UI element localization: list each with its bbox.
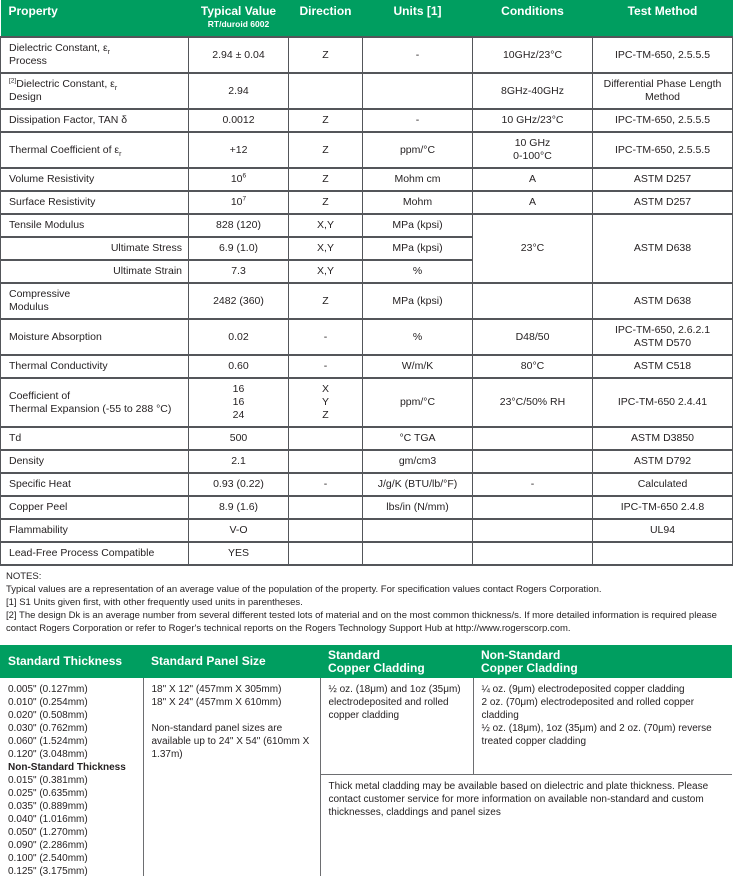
note-line: [1] S1 Units given first, with other frequently used units in parentheses. <box>6 597 303 608</box>
property-cell: Ultimate Strain <box>1 260 189 283</box>
table-row <box>1 319 733 355</box>
units-cell <box>363 73 473 109</box>
standard-panel-size-cell <box>143 678 320 876</box>
property-cell: Tensile Modulus <box>1 214 189 237</box>
units-cell: % <box>363 319 473 355</box>
test-method-cell: ASTM D3850 <box>593 427 733 450</box>
conditions-cell: 23°C/50% RH <box>473 378 593 427</box>
test-method-cell: UL94 <box>593 519 733 542</box>
typical-value-cell: 16 16 24 <box>189 378 289 427</box>
thickness-item: 0.015" (0.381mm) <box>8 775 88 786</box>
note-line: Typical values are a representation of an average value of the population of the property. For specification values contact Rogers Corporation. <box>6 584 602 595</box>
note-line: [2] The design Dk is an average number from several different tested lots of material and on the most common thickness/s. If more detailed information is required please contact Rogers Corporation or refer to Roger's technical reports on the Rogers Technology Support Hub at http://www.rogerscorp.com. <box>6 610 717 634</box>
conditions-cell <box>473 496 593 519</box>
property-table-body <box>1 37 733 565</box>
property-cell: Specific Heat <box>1 473 189 496</box>
test-method-cell: ASTM D792 <box>593 450 733 473</box>
units-cell: °C TGA <box>363 427 473 450</box>
units-cell <box>363 542 473 565</box>
table-header-row <box>1 0 733 37</box>
conditions-cell: 8GHz-40GHz <box>473 73 593 109</box>
typical-value-cell: +12 <box>189 132 289 168</box>
standard-copper-cladding-cell <box>320 678 473 775</box>
table-row <box>1 214 733 237</box>
conditions-cell: 10 GHz 0-100°C <box>473 132 593 168</box>
table-row <box>1 73 733 109</box>
direction-cell: X Y Z <box>289 378 363 427</box>
test-method-cell: ASTM D257 <box>593 191 733 214</box>
direction-cell: Z <box>289 37 363 73</box>
property-cell: Moisture Absorption <box>1 319 189 355</box>
units-cell: - <box>363 109 473 132</box>
conditions-cell: A <box>473 191 593 214</box>
typical-value-cell: 500 <box>189 427 289 450</box>
cladding-item: 2 oz. (70μm) electrodeposited and rolled copper cladding <box>481 697 695 721</box>
test-method-cell: ASTM D257 <box>593 168 733 191</box>
table-row <box>1 519 733 542</box>
table-row <box>1 132 733 168</box>
typical-value-cell: 2482 (360) <box>189 283 289 319</box>
typical-value-label: Typical Value <box>200 4 277 18</box>
standard-thickness-cell <box>0 678 143 876</box>
property-cell: Coefficient of Thermal Expansion (-55 to 288 °C) <box>1 378 189 427</box>
direction-cell: X,Y <box>289 237 363 260</box>
units-cell: lbs/in (N/mm) <box>363 496 473 519</box>
typical-value-cell: 2.1 <box>189 450 289 473</box>
property-cell: Lead-Free Process Compatible <box>1 542 189 565</box>
fab-column-header-standard-copper-cladding: Standard Copper Cladding <box>328 647 425 675</box>
conditions-cell: - <box>473 473 593 496</box>
column-header-direction: Direction <box>289 0 363 37</box>
fabrication-table <box>0 678 732 876</box>
notes-label: NOTES: <box>6 571 42 582</box>
test-method-cell: Calculated <box>593 473 733 496</box>
direction-cell: Z <box>289 283 363 319</box>
units-cell: MPa (kpsi) <box>363 237 473 260</box>
typical-value-cell: 7.3 <box>189 260 289 283</box>
units-cell: - <box>363 37 473 73</box>
units-cell: Mohm <box>363 191 473 214</box>
test-method-cell: IPC-TM-650, 2.5.5.5 <box>593 132 733 168</box>
table-row <box>1 450 733 473</box>
units-cell: ppm/°C <box>363 132 473 168</box>
direction-cell: - <box>289 473 363 496</box>
thickness-item: 0.010" (0.254mm) <box>8 697 88 708</box>
panel-size-item: 18" X 24" (457mm X 610mm) <box>151 697 282 708</box>
fabrication-table-header <box>0 645 732 678</box>
panel-size-list <box>152 683 312 709</box>
fabrication-section <box>0 645 732 876</box>
table-row <box>1 542 733 565</box>
property-cell: Copper Peel <box>1 496 189 519</box>
thickness-item: 0.120" (3.048mm) <box>8 749 88 760</box>
conditions-cell <box>473 519 593 542</box>
thickness-item: 0.030" (0.762mm) <box>8 723 88 734</box>
cladding-item: ¼ oz. (9μm) electrodeposited copper cladding <box>481 684 685 695</box>
spacer <box>152 709 312 722</box>
typical-value-cell: 0.0012 <box>189 109 289 132</box>
table-row <box>1 427 733 450</box>
typical-value-cell: 2.94 ± 0.04 <box>189 37 289 73</box>
column-header-conditions: Conditions <box>473 0 593 37</box>
thickness-item: 0.125" (3.175mm) <box>8 866 88 877</box>
table-row <box>1 109 733 132</box>
typical-value-cell: $10^6$ <box>189 168 289 191</box>
cladding-item: ½ oz. (18μm), 1oz (35μm) and 2 oz. (70μm) reverse treated copper cladding <box>481 723 712 747</box>
units-cell: % <box>363 260 473 283</box>
notes-lines <box>6 583 726 635</box>
test-method-cell: IPC-TM-650, 2.5.5.5 <box>593 109 733 132</box>
test-method-cell: IPC-TM-650, 2.6.2.1 ASTM D570 <box>593 319 733 355</box>
direction-cell: - <box>289 319 363 355</box>
thickness-item: 0.020" (0.508mm) <box>8 710 88 721</box>
direction-cell: - <box>289 355 363 378</box>
thickness-item: 0.060" (1.524mm) <box>8 736 88 747</box>
fab-column-header-standard-thickness: Standard Thickness <box>8 654 123 668</box>
fab-column-header-standard-panel-size: Standard Panel Size <box>151 654 266 668</box>
thickness-non-standard-list <box>8 774 135 878</box>
property-cell: Density <box>1 450 189 473</box>
material-name-label: RT/duroid 6002 <box>207 19 270 29</box>
conditions-cell: 10GHz/23°C <box>473 37 593 73</box>
units-cell: J/g/K (BTU/lb/°F) <box>363 473 473 496</box>
property-cell: Ultimate Stress <box>1 237 189 260</box>
test-method-cell <box>593 542 733 565</box>
column-header-test-method: Test Method <box>593 0 733 37</box>
thickness-item: 0.090" (2.286mm) <box>8 840 88 851</box>
typical-value-cell: 0.60 <box>189 355 289 378</box>
test-method-cell: ASTM C518 <box>593 355 733 378</box>
notes-section <box>6 570 726 635</box>
direction-cell: Z <box>289 191 363 214</box>
conditions-cell <box>473 542 593 565</box>
thickness-standard-list <box>8 683 135 761</box>
direction-cell <box>289 519 363 542</box>
non-standard-cladding-list <box>482 683 725 748</box>
thickness-item: 0.040" (1.016mm) <box>8 814 88 825</box>
units-cell <box>363 519 473 542</box>
units-cell: Mohm cm <box>363 168 473 191</box>
typical-value-cell: 8.9 (1.6) <box>189 496 289 519</box>
panel-size-note: Non-standard panel sizes are available up to 24" X 54" (610mm X 1.37m) <box>151 723 310 760</box>
property-cell: [2]Dielectric Constant, $\varepsilon_r$ Design <box>1 73 189 109</box>
test-method-cell: IPC-TM-650 2.4.41 <box>593 378 733 427</box>
non-standard-copper-cladding-cell <box>473 678 732 775</box>
table-row <box>1 378 733 427</box>
property-cell: Dielectric Constant, $\varepsilon_r$ Process <box>1 37 189 73</box>
non-standard-thickness-label: Non-Standard Thickness <box>8 762 126 773</box>
test-method-cell: IPC-TM-650, 2.5.5.5 <box>593 37 733 73</box>
property-cell: Thermal Coefficient of $\varepsilon_r$ <box>1 132 189 168</box>
test-method-cell: ASTM D638 <box>593 283 733 319</box>
conditions-cell: 80°C <box>473 355 593 378</box>
direction-cell: X,Y <box>289 260 363 283</box>
units-cell: ppm/°C <box>363 378 473 427</box>
column-header-typical-value <box>189 0 289 37</box>
conditions-cell: 23°C <box>473 214 593 283</box>
direction-cell <box>289 542 363 565</box>
table-row <box>1 37 733 73</box>
direction-cell <box>289 450 363 473</box>
units-cell: W/m/K <box>363 355 473 378</box>
table-row <box>1 283 733 319</box>
standard-copper-cladding-text: ½ oz. (18μm) and 1oz (35μm) electrodeposited and rolled copper cladding <box>328 684 461 721</box>
property-cell: Flammability <box>1 519 189 542</box>
property-cell: Compressive Modulus <box>1 283 189 319</box>
property-cell: Surface Resistivity <box>1 191 189 214</box>
typical-value-cell: 828 (120) <box>189 214 289 237</box>
typical-value-cell: V-O <box>189 519 289 542</box>
table-row <box>1 191 733 214</box>
column-header-units: Units [1] <box>363 0 473 37</box>
test-method-cell: IPC-TM-650 2.4.8 <box>593 496 733 519</box>
property-cell: Thermal Conductivity <box>1 355 189 378</box>
units-cell: MPa (kpsi) <box>363 283 473 319</box>
thickness-item: 0.005" (0.127mm) <box>8 684 88 695</box>
table-row <box>1 473 733 496</box>
thickness-item: 0.035" (0.889mm) <box>8 801 88 812</box>
conditions-cell: A <box>473 168 593 191</box>
table-row <box>1 355 733 378</box>
conditions-cell: 10 GHz/23°C <box>473 109 593 132</box>
thickness-item: 0.025" (0.635mm) <box>8 788 88 799</box>
typical-value-cell: $10^7$ <box>189 191 289 214</box>
typical-value-cell: 0.02 <box>189 319 289 355</box>
typical-value-cell: 0.93 (0.22) <box>189 473 289 496</box>
conditions-cell: D48/50 <box>473 319 593 355</box>
thickness-item: 0.100" (2.540mm) <box>8 853 88 864</box>
fab-column-header-non-standard-copper-cladding: Non-Standard Copper Cladding <box>481 647 578 675</box>
thickness-item: 0.050" (1.270mm) <box>8 827 88 838</box>
column-header-property: Property <box>1 0 189 37</box>
units-cell: MPa (kpsi) <box>363 214 473 237</box>
table-row <box>1 496 733 519</box>
typical-value-cell: 2.94 <box>189 73 289 109</box>
direction-cell: Z <box>289 168 363 191</box>
direction-cell <box>289 496 363 519</box>
conditions-cell <box>473 283 593 319</box>
thick-metal-note-cell <box>320 775 732 876</box>
panel-size-item: 18" X 12" (457mm X 305mm) <box>151 684 282 695</box>
property-cell: Dissipation Factor, TAN δ <box>1 109 189 132</box>
property-cell: Volume Resistivity <box>1 168 189 191</box>
typical-value-cell: YES <box>189 542 289 565</box>
thick-metal-note-text: Thick metal cladding may be available based on dielectric and plate thickness. Please contact customer service for more information on available non-standard and custom thicknesses, claddings and panel sizes <box>328 781 709 819</box>
test-method-cell: ASTM D638 <box>593 214 733 283</box>
direction-cell <box>289 427 363 450</box>
property-cell: Td <box>1 427 189 450</box>
typical-value-cell: 6.9 (1.0) <box>189 237 289 260</box>
direction-cell: Z <box>289 109 363 132</box>
units-cell: gm/cm3 <box>363 450 473 473</box>
direction-cell <box>289 73 363 109</box>
test-method-cell: Differential Phase Length Method <box>593 73 733 109</box>
direction-cell: Z <box>289 132 363 168</box>
conditions-cell <box>473 427 593 450</box>
direction-cell: X,Y <box>289 214 363 237</box>
conditions-cell <box>473 450 593 473</box>
table-row <box>1 168 733 191</box>
